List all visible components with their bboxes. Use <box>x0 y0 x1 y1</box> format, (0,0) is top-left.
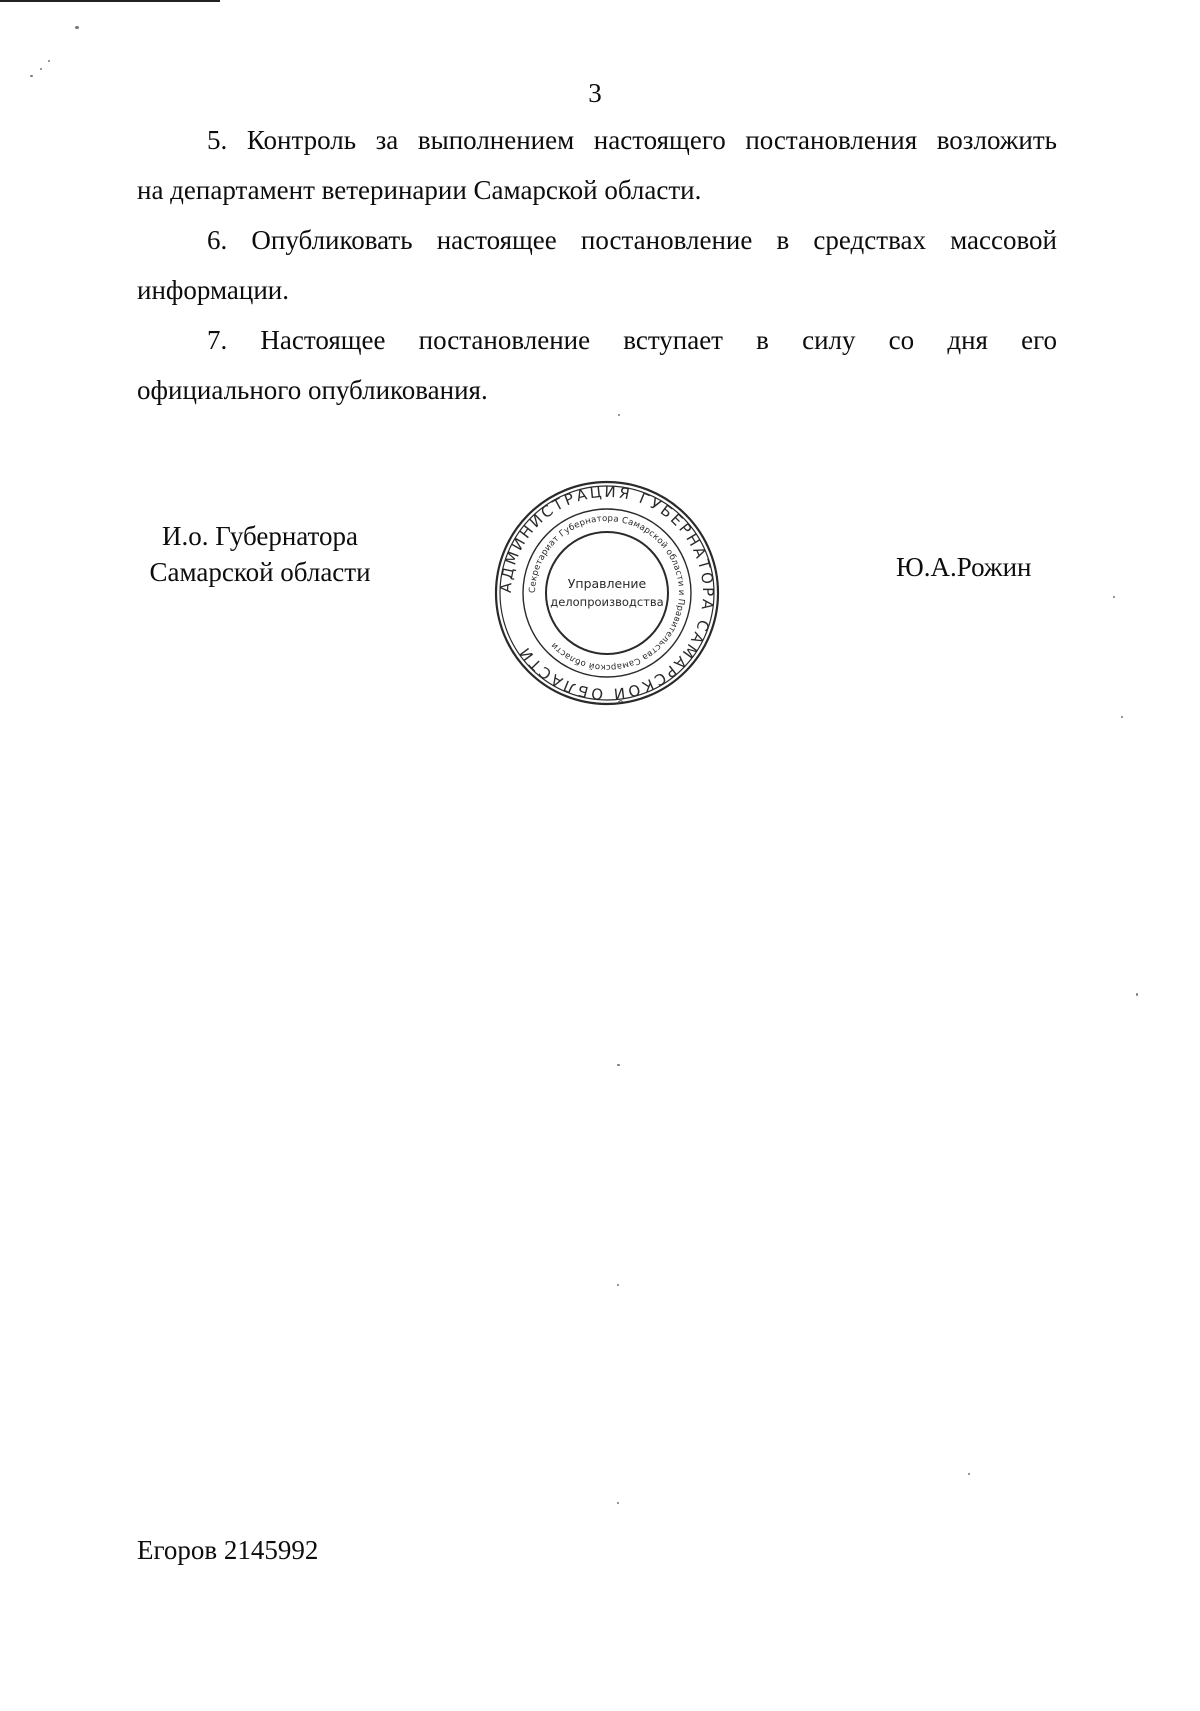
scan-speck <box>1113 596 1115 598</box>
paragraph-6-first-line: 6. Опубликовать настоящее постановление в средствах массовой <box>207 225 1057 255</box>
signatory-title <box>120 518 400 590</box>
scan-speck <box>617 1064 620 1066</box>
signatory-title-line-1: И.о. Губернатора <box>161 521 358 551</box>
seal-center-line-1: Управление <box>567 576 647 591</box>
paragraph-7-continuation: официального опубликования. <box>137 375 488 405</box>
seal-outer-text: АДМИНИСТРАЦИЯ ГУБЕРНАТОРА САМАРСКОЙ ОБЛАСТИ <box>496 482 718 704</box>
paragraph-7-first-line: 7. Настоящее постановление вступает в силу со дня его <box>207 325 1057 355</box>
executor-contact: Егоров 2145992 <box>137 1535 319 1565</box>
seal-middle-text: Секретариат Губернатора Самарской области и Правительства Самарской области <box>527 513 687 673</box>
seal-center-line-2: делопроизводства <box>550 595 664 609</box>
scan-speck <box>30 75 33 77</box>
signatory-name: Ю.А.Рожин <box>896 552 1032 582</box>
scan-speck <box>1136 993 1138 996</box>
scan-speck <box>617 1284 619 1286</box>
signatory-title-line-2: Самарской области <box>149 557 371 587</box>
scan-speck <box>40 68 42 70</box>
scan-speck <box>75 26 79 29</box>
scan-speck <box>968 1473 970 1475</box>
scan-speck <box>48 60 50 62</box>
resolution-body <box>137 115 1057 415</box>
paragraph-5-first-line: 5. Контроль за выполнением настоящего постановления возложить <box>207 125 1057 155</box>
official-seal-stamp <box>492 478 722 708</box>
scan-speck <box>1121 716 1123 718</box>
paragraph-6-continuation: информации. <box>137 275 289 305</box>
scan-edge-mark <box>0 0 220 2</box>
seal-icon <box>492 478 722 708</box>
scan-speck <box>617 1502 619 1504</box>
scan-speck <box>618 414 620 416</box>
paragraph-5-continuation: на департамент ветеринарии Самарской области. <box>137 175 702 205</box>
page-number: 3 <box>588 78 602 108</box>
